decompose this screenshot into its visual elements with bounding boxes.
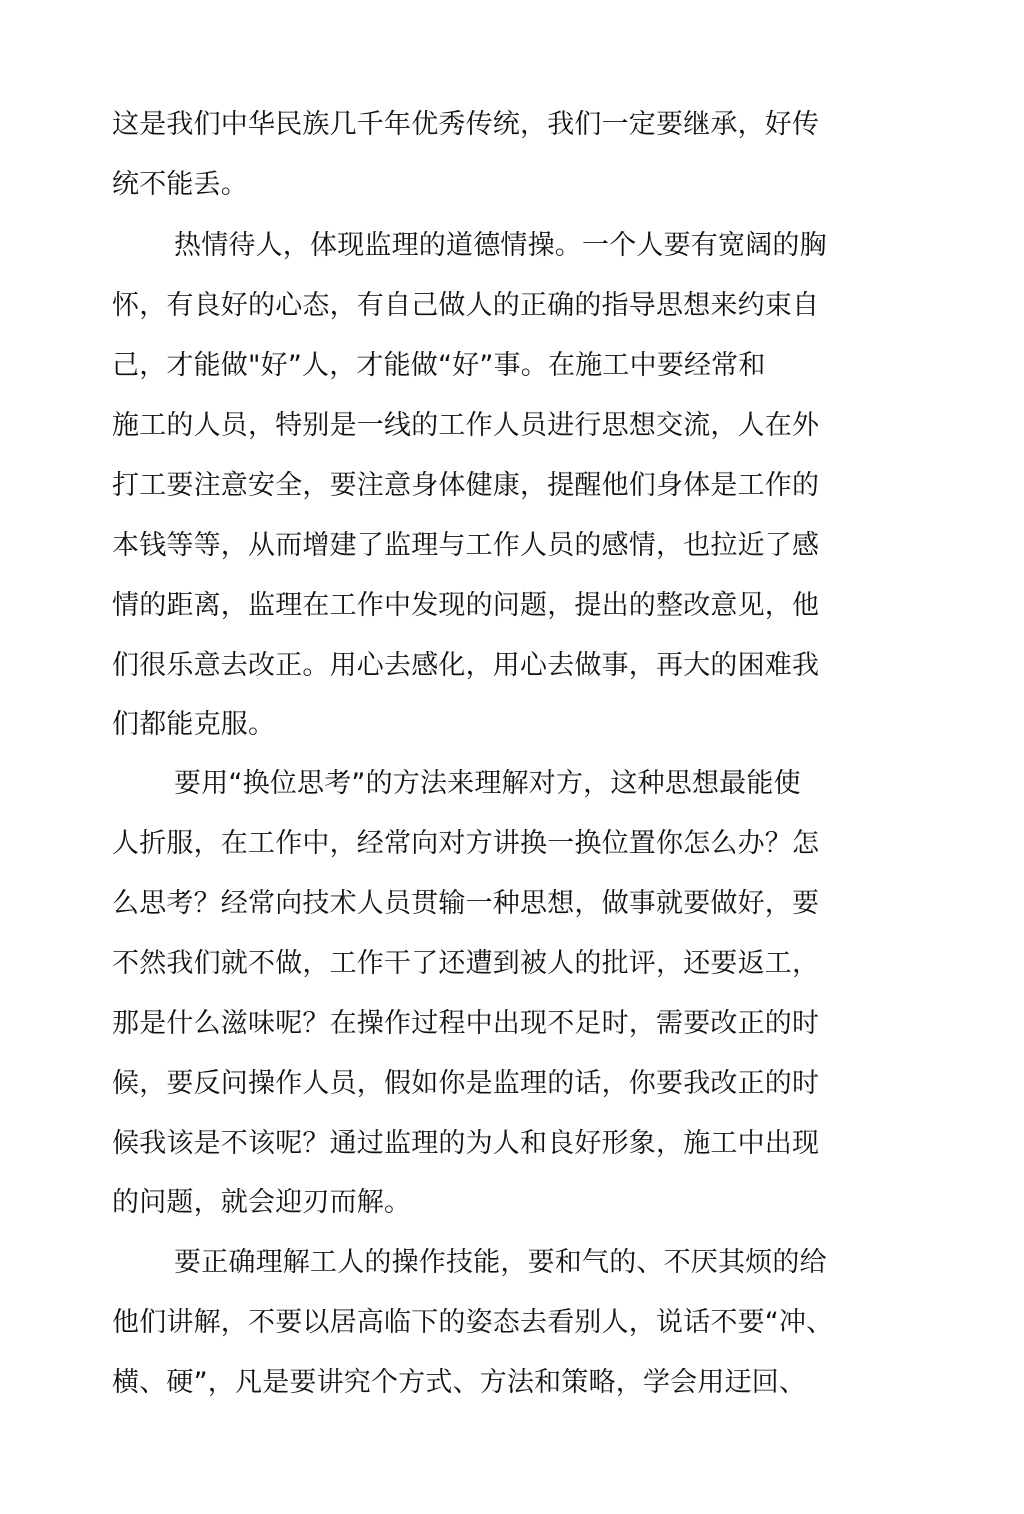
paragraph-line: 横、硬”，凡是要讲究个方式、方法和策略，学会用迂回、 (112, 1367, 807, 1398)
paragraph-line: 热情待人，体现监理的道德情操。一个人要有宽阔的胸 (174, 230, 827, 261)
paragraph-line: 人折服，在工作中，经常向对方讲换一换位置你怎么办？怎 (112, 828, 820, 859)
paragraph-line: 的问题，就会迎刃而解。 (112, 1187, 412, 1218)
paragraph-line: 候我该是不该呢？通过监理的为人和良好形象，施工中出现 (112, 1128, 820, 1159)
paragraph-line: 候，要反问操作人员，假如你是监理的话，你要我改正的时 (112, 1068, 820, 1099)
paragraph-line: 怀，有良好的心态，有自己做人的正确的指导思想来约束自 (112, 290, 820, 321)
paragraph-line: 要正确理解工人的操作技能，要和气的、不厌其烦的给 (174, 1247, 827, 1278)
paragraph-line: 情的距离，监理在工作中发现的问题，提出的整改意见，他 (112, 590, 820, 621)
paragraph-line: 那是什么滋味呢？在操作过程中出现不足时，需要改正的时 (112, 1008, 820, 1039)
paragraph-line: 他们讲解，不要以居高临下的姿态去看别人，说话不要“冲、 (112, 1307, 834, 1338)
paragraph-line: 们很乐意去改正。用心去感化，用心去做事，再大的困难我 (112, 650, 820, 681)
paragraph-line: 本钱等等，从而增建了监理与工作人员的感情，也拉近了感 (112, 530, 820, 561)
paragraph-line: 这是我们中华民族几千年优秀传统，我们一定要继承，好传 (112, 109, 820, 140)
paragraph-line: 么思考？经常向技术人员贯输一种思想，做事就要做好，要 (112, 888, 820, 919)
paragraph-line: 统不能丢。 (112, 169, 248, 200)
paragraph-line: 己，才能做"好”人，才能做“好”事。在施工中要经常和 (112, 350, 766, 381)
paragraph-line: 不然我们就不做，工作干了还遭到被人的批评，还要返工， (112, 948, 820, 979)
paragraph-line: 要用“换位思考”的方法来理解对方，这种思想最能使 (174, 768, 801, 799)
paragraph-line: 施工的人员，特别是一线的工作人员进行思想交流，人在外 (112, 410, 820, 441)
paragraph-line: 打工要注意安全，要注意身体健康，提醒他们身体是工作的 (112, 470, 820, 501)
paragraph-line: 们都能克服。 (112, 709, 276, 740)
